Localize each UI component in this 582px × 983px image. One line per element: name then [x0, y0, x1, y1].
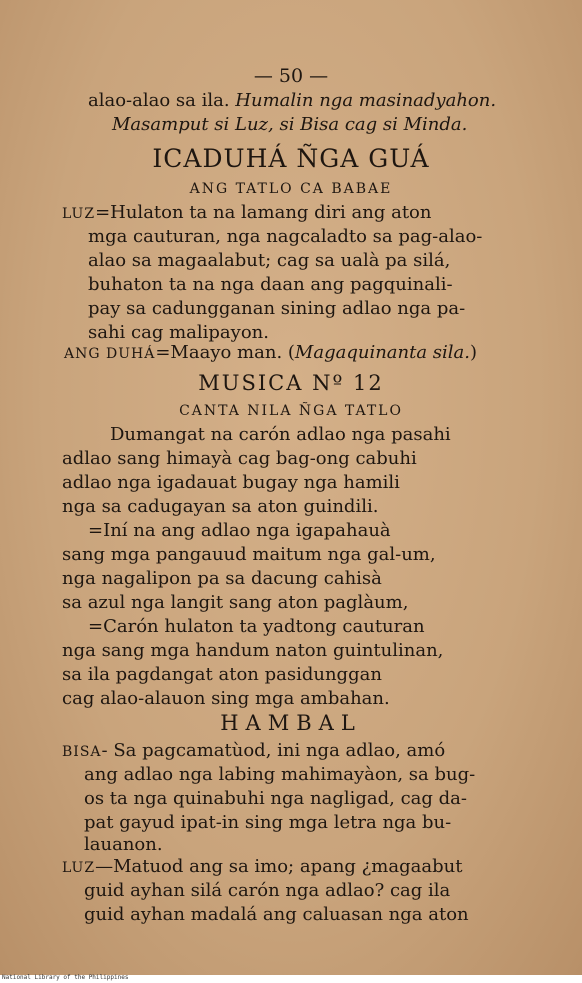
speaker-name: BISA: [62, 744, 102, 760]
dialogue-line: lauanon.: [84, 834, 163, 855]
intro-line-2: Masamput si Luz, si Bisa cag si Minda.: [112, 114, 468, 135]
song-line: nga sang mga handum naton guintulinan,: [62, 640, 444, 661]
song-line: nga sa cadugayan sa aton guindili.: [62, 496, 379, 517]
dialogue-both: ANG DUHÁ=Maayo man. (Magaquinanta sila.): [64, 342, 478, 363]
intro-line-1: [88, 90, 496, 112]
speaker-name: LUZ: [62, 206, 96, 222]
speaker-name: LUZ: [62, 860, 96, 876]
song-line: cag alao-alauon sing mga ambahan.: [62, 688, 390, 709]
dialogue-line: sahi cag malipayon.: [88, 322, 269, 343]
song-line: sa azul nga langit sang aton paglàum,: [62, 592, 409, 613]
musica-title: MUSICA Nº 12: [198, 371, 384, 395]
song-line: sang mga pangauud maitum nga gal-um,: [62, 544, 436, 565]
musica-subtitle: CANTA NILA ÑGA TATLO: [179, 403, 403, 419]
dialogue-line: pat gayud ipat-in sing mga letra nga bu-: [84, 812, 452, 833]
scene-title: ICADUHÁ ÑGA GUÁ: [152, 144, 430, 173]
dialogue-line: os ta nga quinabuhi nga nagligad, cag da-: [84, 788, 467, 809]
stage-direction: Magaquinanta sila.: [294, 342, 471, 363]
dialogue-line: pay sa cadungganan sining adlao nga pa-: [88, 298, 466, 319]
dialogue-line: buhaton ta na nga daan ang pagquinali-: [88, 274, 453, 295]
dialogue-line: LUZ=Hulaton ta na lamang diri ang aton: [62, 202, 432, 223]
song-line: =Carón hulaton ta yadtong cauturan: [88, 616, 425, 637]
song-line: Dumangat na carón adlao nga pasahi: [110, 424, 451, 445]
dialogue-line: LUZ—Matuod ang sa imo; apang ¿magaabut: [62, 856, 463, 877]
song-line: nga nagalipon pa sa dacung cahisà: [62, 568, 382, 589]
dialogue-line: BISA- Sa pagcamatùod, ini nga adlao, amó: [62, 740, 446, 761]
song-line: adlao nga igadauat bugay nga hamili: [62, 472, 400, 493]
hambal-title: HAMBAL: [220, 711, 362, 735]
song-line: adlao sang himayà cag bag-ong cabuhi: [62, 448, 417, 469]
footer-credit: National Library of the Philippines: [2, 974, 129, 981]
song-line: sa ila pagdangat aton pasidunggan: [62, 664, 382, 685]
speaker-name: ANG DUHÁ: [64, 346, 156, 362]
dialogue-line: guid ayhan madalá ang caluasan nga aton: [84, 904, 469, 925]
dialogue-line: alao sa magaalabut; cag sa ualà pa silá,: [88, 250, 451, 271]
scene-subtitle: ANG TATLO CA BABAE: [189, 181, 393, 197]
dialogue-line: guid ayhan silá carón nga adlao? cag ila: [84, 880, 451, 901]
intro-text: alao-alao sa ila.: [88, 90, 236, 111]
song-line: =Iní na ang adlao nga igapahauà: [88, 520, 391, 541]
footer-strip: [0, 975, 582, 983]
page-number: — 50 —: [253, 65, 329, 87]
dialogue-line: ang adlao nga labing mahimayàon, sa bug-: [84, 764, 476, 785]
dialogue-line: mga cauturan, nga nagcaladto sa pag-alao-: [88, 226, 483, 247]
intro-stage-direction: Humalin nga masinadyahon.: [235, 90, 497, 111]
